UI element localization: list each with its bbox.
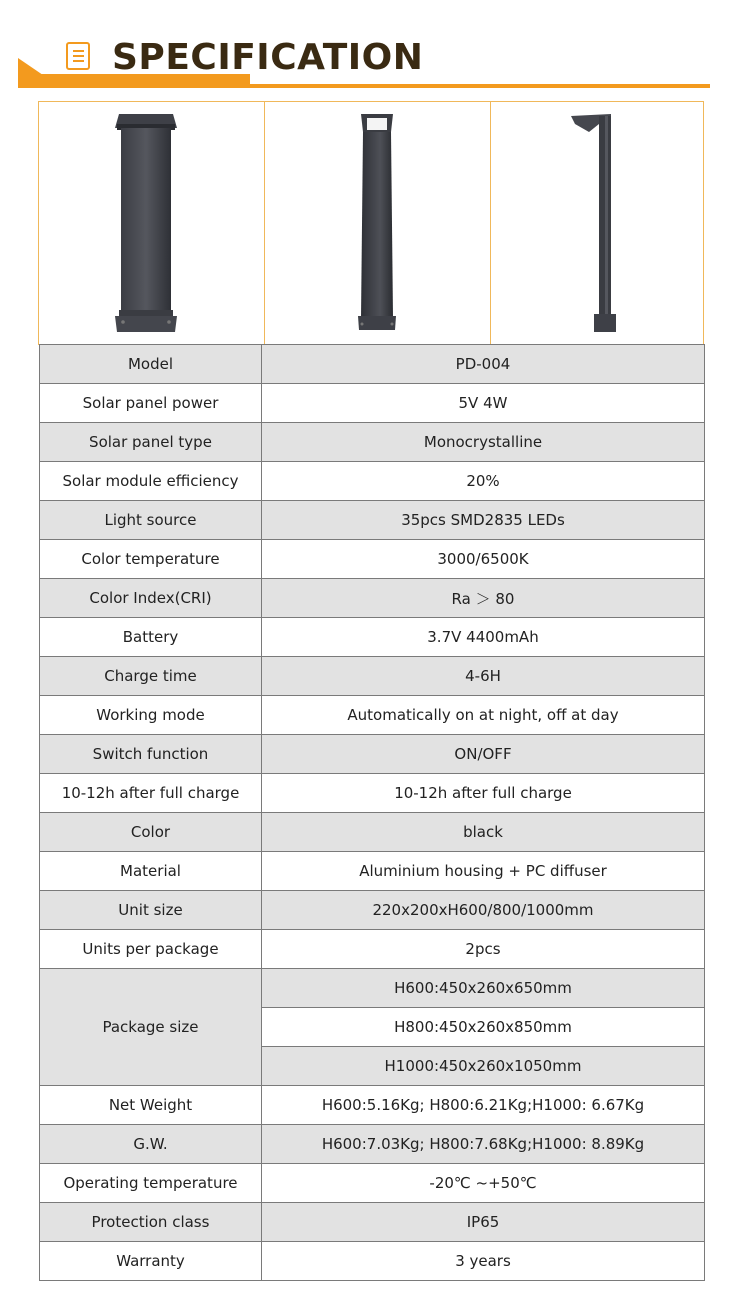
spec-label: Net Weight: [40, 1086, 262, 1125]
spec-label: Model: [40, 345, 262, 384]
spec-label: Solar module efficiency: [40, 462, 262, 501]
square-bollard-light-image: [39, 102, 265, 344]
spec-label: Operating temperature: [40, 1164, 262, 1203]
spec-value: H600:7.03Kg; H800:7.68Kg;H1000: 8.89Kg: [262, 1125, 705, 1164]
product-images: [38, 101, 704, 345]
spec-value: -20℃ ~+50℃: [262, 1164, 705, 1203]
spec-value: Ra ＞ 80: [262, 579, 705, 618]
spec-label: Unit size: [40, 891, 262, 930]
spec-value: IP65: [262, 1203, 705, 1242]
spec-row-color-index: [40, 579, 705, 618]
page-title: SPECIFICATION: [112, 37, 424, 78]
square-bollard-svg: [39, 102, 264, 344]
spec-label: Package size: [40, 969, 262, 1086]
spec-label: Light source: [40, 501, 262, 540]
slim-pole-svg: [491, 102, 716, 344]
spec-row-color: [40, 813, 705, 852]
spec-value: 4-6H: [262, 657, 705, 696]
spec-row-gross-weight: [40, 1125, 705, 1164]
spec-row-operating-temperature: [40, 1164, 705, 1203]
spec-value: ON/OFF: [262, 735, 705, 774]
spec-value: 220x200xH600/800/1000mm: [262, 891, 705, 930]
spec-label: Working mode: [40, 696, 262, 735]
spec-row-battery: [40, 618, 705, 657]
spec-value: 3 years: [262, 1242, 705, 1281]
spec-value: 10-12h after full charge: [262, 774, 705, 813]
spec-value: 3.7V 4400mAh: [262, 618, 705, 657]
spec-row-unit-size: [40, 891, 705, 930]
spec-row-units-per-package: [40, 930, 705, 969]
spec-value: H1000:450x260x1050mm: [262, 1047, 705, 1086]
spec-value: PD-004: [262, 345, 705, 384]
spec-value: Automatically on at night, off at day: [262, 696, 705, 735]
spec-value: H800:450x260x850mm: [262, 1008, 705, 1047]
spec-row-switch-function: [40, 735, 705, 774]
spec-label: 10-12h after full charge: [40, 774, 262, 813]
tapered-bollard-svg: [265, 102, 490, 344]
spec-value: Monocrystalline: [262, 423, 705, 462]
document-list-icon: [66, 42, 90, 70]
spec-label: Battery: [40, 618, 262, 657]
spec-row-net-weight: [40, 1086, 705, 1125]
spec-label: Solar panel type: [40, 423, 262, 462]
section-header: [0, 0, 750, 100]
spec-row-model: [40, 345, 705, 384]
spec-label: Material: [40, 852, 262, 891]
spec-label: Switch function: [40, 735, 262, 774]
spec-row-solar-panel-power: [40, 384, 705, 423]
specification-table: [39, 344, 705, 1281]
spec-value: 2pcs: [262, 930, 705, 969]
spec-value: H600:5.16Kg; H800:6.21Kg;H1000: 6.67Kg: [262, 1086, 705, 1125]
tapered-bollard-light-image: [265, 102, 491, 344]
spec-label: Charge time: [40, 657, 262, 696]
spec-row-color-temperature: [40, 540, 705, 579]
spec-label: Color Index(CRI): [40, 579, 262, 618]
spec-row-working-mode: [40, 696, 705, 735]
spec-row-warranty: [40, 1242, 705, 1281]
spec-label: Warranty: [40, 1242, 262, 1281]
spec-label: Protection class: [40, 1203, 262, 1242]
slim-pole-light-image: [491, 102, 716, 344]
spec-row-solar-module-efficiency: [40, 462, 705, 501]
spec-value: 35pcs SMD2835 LEDs: [262, 501, 705, 540]
header-accent-triangle: [18, 58, 62, 88]
spec-value: Aluminium housing + PC diffuser: [262, 852, 705, 891]
spec-row-charge-time: [40, 657, 705, 696]
spec-value: black: [262, 813, 705, 852]
spec-row-protection-class: [40, 1203, 705, 1242]
spec-label: Color: [40, 813, 262, 852]
spec-value: 20%: [262, 462, 705, 501]
spec-value: 5V 4W: [262, 384, 705, 423]
spec-label: Units per package: [40, 930, 262, 969]
spec-row-light-source: [40, 501, 705, 540]
spec-row-solar-panel-type: [40, 423, 705, 462]
spec-row-full-charge: [40, 774, 705, 813]
spec-row-package-size: [40, 969, 705, 1008]
spec-value: 3000/6500K: [262, 540, 705, 579]
spec-label: Solar panel power: [40, 384, 262, 423]
spec-row-material: [40, 852, 705, 891]
spec-label: G.W.: [40, 1125, 262, 1164]
spec-value: H600:450x260x650mm: [262, 969, 705, 1008]
spec-label: Color temperature: [40, 540, 262, 579]
